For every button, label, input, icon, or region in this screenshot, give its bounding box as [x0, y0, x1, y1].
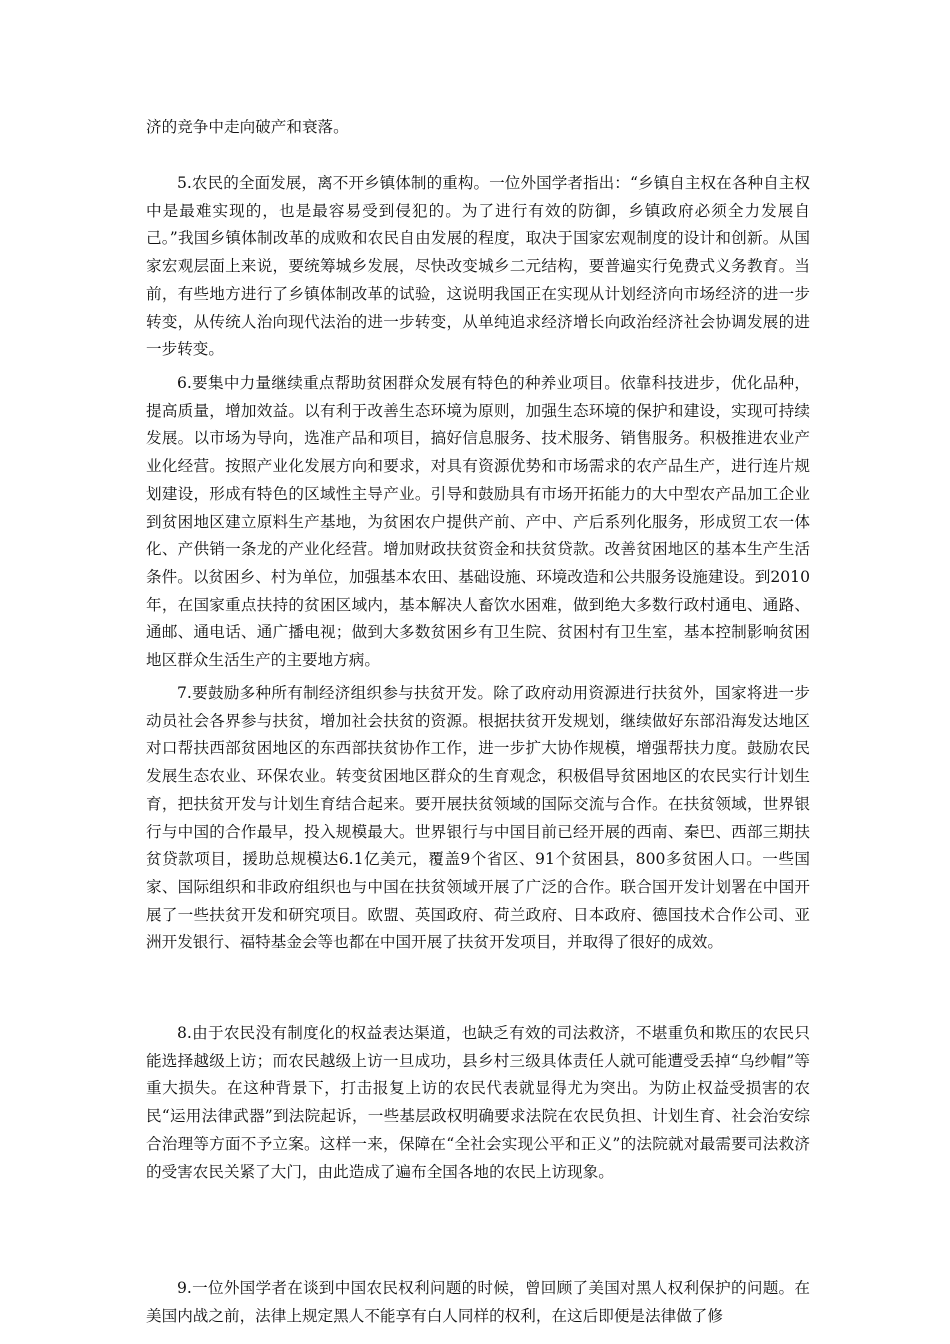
paragraph-6: 6.要集中力量继续重点帮助贫困群众发展有特色的种养业项目。依靠科技进步，优化品种，提高质量，增加效益。以有利于改善生态环境为原则，加强生态环境的保护和建设，实现可持续发展。以市场为导向，选准产品和项目，搞好信息服务、技术服务、销售服务。积极推进农业产业化经营。按照产业化发展方向和要求，对具有资源优势和市场需求的农产品生产，进行连片规划建设，形成有特色的区域性主导产业。引导和鼓励具有市场开拓能力的大中型农产品加工企业到贫困地区建立原料生产基地，为贫困农户提供产前、产中、产后系列化服务，形成贸工农一体化、产供销一条龙的产业化经营。增加财政扶贫资金和扶贫贷款。改善贫困地区的基本生产生活条件。以贫困乡、村为单位，加强基本农田、基础设施、环境改造和公共服务设施建设。到2010年，在国家重点扶持的贫困区域内，基本解决人畜饮水困难，做到绝大多数行政村通电、通路、通邮、通电话、通广播电视；做到大多数贫困乡有卫生院、贫困村有卫生室，基本控制影响贫困地区群众生活生产的主要地方病。: [146, 374, 810, 670]
paragraph-8: 8.由于农民没有制度化的权益表达渠道，也缺乏有效的司法救济，不堪重负和欺压的农民只能选择越级上访；而农民越级上访一旦成功，县乡村三级具体责任人就可能遭受丢掉“乌纱帽”等重大损失。在这种背景下，打击报复上访的农民代表就显得尤为突出。为防止权益受损害的农民“运用法律武器”到法院起诉，一些基层政权明确要求法院在农民负担、计划生育、社会治安综合治理等方面不予立案。这样一来，保障在“全社会实现公平和正义”的法院就对最需要司法救济的受害农民关紧了大门，由此造成了遍布全国各地的农民上访现象。: [146, 1024, 810, 1181]
paragraph-5: 5.农民的全面发展，离不开乡镇体制的重构。一位外国学者指出：“乡镇自主权在各种自主权中是最难实现的，也是最容易受到侵犯的。为了进行有效的防御，乡镇政府必须全力发展自己。”我国乡镇体制改革的成败和农民自由发展的程度，取决于国家宏观制度的设计和创新。从国家宏观层面上来说，要统筹城乡发展，尽快改变城乡二元结构，要普遍实行免费式义务教育。当前，有些地方进行了乡镇体制改革的试验，这说明我国正在实现从计划经济向市场经济的进一步转变，从传统人治向现代法治的进一步转变，从单纯追求经济增长向政治经济社会协调发展的进一步转变。: [146, 174, 810, 359]
paragraph-continuation: 济的竞争中走向破产和衰落。: [146, 118, 349, 136]
paragraph-9: 9.一位外国学者在谈到中国农民权利问题的时候，曾回顾了美国对黑人权利保护的问题。在美国内战之前，法律上规定黑人不能享有白人同样的权利，在这后即便是法律做了修: [146, 1279, 810, 1325]
paragraph-7: 7.要鼓励多种所有制经济组织参与扶贫开发。除了政府动用资源进行扶贫外，国家将进一步动员社会各界参与扶贫，增加社会扶贫的资源。根据扶贫开发规划，继续做好东部沿海发达地区对口帮扶西部贫困地区的东西部扶贫协作工作，进一步扩大协作规模，增强帮扶力度。鼓励农民发展生态农业、环保农业。转变贫困地区群众的生育观念，积极倡导贫困地区的农民实行计划生育，把扶贫开发与计划生育结合起来。要开展扶贫领域的国际交流与合作。在扶贫领域，世界银行与中国的合作最早，投入规模最大。世界银行与中国目前已经开展的西南、秦巴、西部三期扶贫贷款项目，援助总规模达6.1亿美元，覆盖9个省区、91个贫困县，800多贫困人口。一些国家、国际组织和非政府组织也与中国在扶贫领域开展了广泛的合作。联合国开发计划署在中国开展了一些扶贫开发和研究项目。欧盟、英国政府、荷兰政府、日本政府、德国技术合作公司、亚洲开发银行、福特基金会等也都在中国开展了扶贫开发项目，并取得了很好的成效。: [146, 684, 810, 952]
